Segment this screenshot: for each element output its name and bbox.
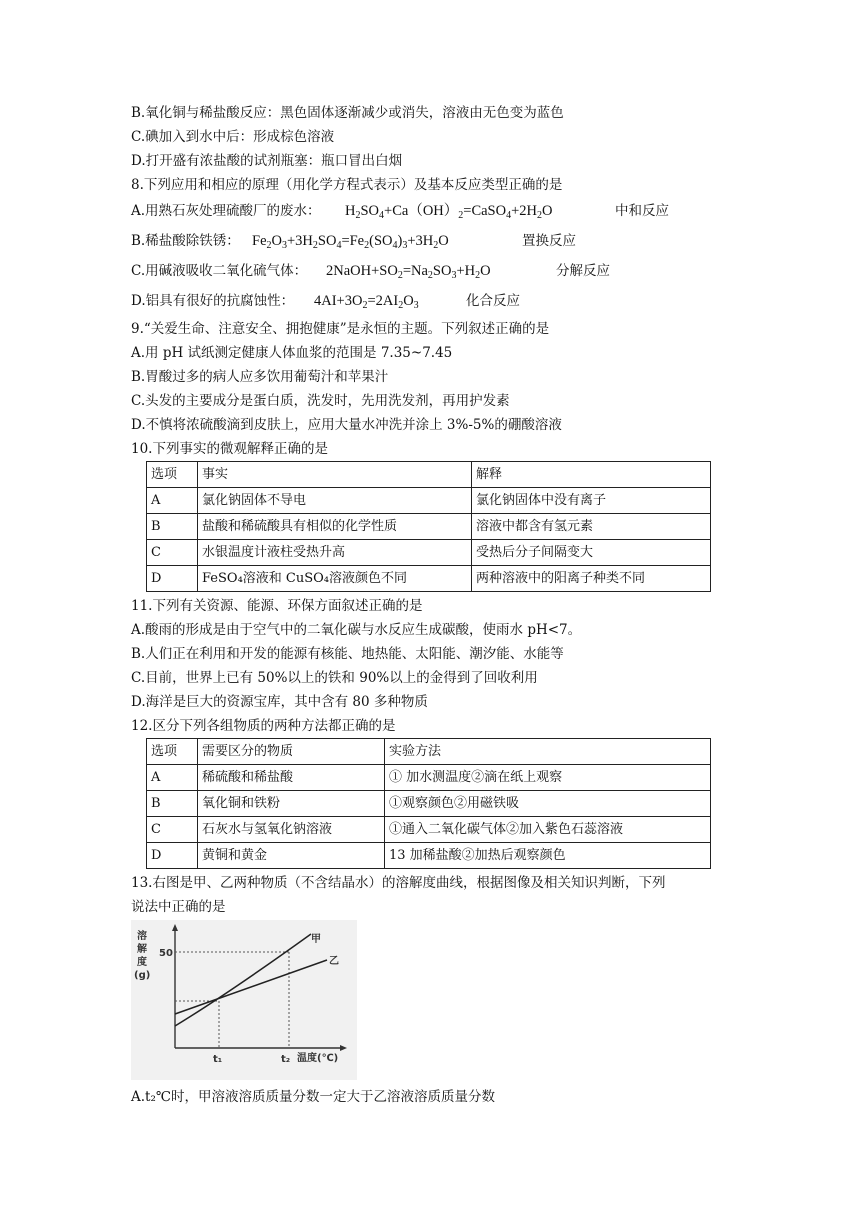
table-cell: 石灰水与氢氧化钠溶液 xyxy=(198,817,385,843)
table-cell: 盐酸和稀硫酸具有相似的化学性质 xyxy=(198,514,472,540)
table-header-cell: 选项 xyxy=(147,462,198,488)
table-cell: 氯化钠固体不导电 xyxy=(198,488,472,514)
table-cell: 溶液中都含有氢元素 xyxy=(472,514,711,540)
q11-option-a: A.酸雨的形成是由于空气中的二氧化碳与水反应生成碳酸，使雨水 pH<7。 xyxy=(131,622,582,638)
table-row xyxy=(147,488,711,514)
q8-option-a: A.用熟石灰处理硫酸厂的废水： xyxy=(131,203,321,219)
q12-stem: 12.区分下列各组物质的两种方法都正确的是 xyxy=(131,718,396,734)
q9-option-d: D.不慎将浓硫酸滴到皮肤上，应用大量水冲洗并涂上 3%-5%的硼酸溶液 xyxy=(131,417,562,433)
q9-option-a: A.用 pH 试纸测定健康人体血浆的范围是 7.35~7.45 xyxy=(131,345,453,361)
table-row xyxy=(147,540,711,566)
table-cell: ①观察颜色②用磁铁吸 xyxy=(385,791,711,817)
table-cell: A xyxy=(147,488,198,514)
q8-type-d: 化合反应 xyxy=(466,293,520,309)
table-header-cell: 需要区分的物质 xyxy=(198,739,385,765)
q13-stem-line2: 说法中正确的是 xyxy=(131,899,226,915)
y-axis-label-char: 溶 xyxy=(137,931,147,942)
t2-tick-label: t₂ xyxy=(281,1054,291,1065)
table-cell: 氧化铜和铁粉 xyxy=(198,791,385,817)
table-cell: FeSO₄溶液和 CuSO₄溶液颜色不同 xyxy=(198,566,472,592)
y-axis-label-char: 度 xyxy=(137,957,147,968)
q8-option-d: D.铝具有很好的抗腐蚀性： xyxy=(131,293,295,309)
table-cell: D xyxy=(147,566,198,592)
table-cell: 13 加稀盐酸②加热后观察颜色 xyxy=(385,843,711,869)
table-cell: B xyxy=(147,791,198,817)
table-cell: A xyxy=(147,765,198,791)
table-header-cell: 实验方法 xyxy=(385,739,711,765)
series-label-jia: 甲 xyxy=(311,934,321,945)
q8-option-c: C.用碱液吸收二氧化硫气体： xyxy=(131,263,308,279)
table-header-cell: 解释 xyxy=(472,462,711,488)
q7-option-b: B.氧化铜与稀盐酸反应：黑色固体逐渐减少或消失，溶液由无色变为蓝色 xyxy=(131,105,564,121)
q10-stem: 10.下列事实的微观解释正确的是 xyxy=(131,441,328,457)
table-cell: 水银温度计液柱受热升高 xyxy=(198,540,472,566)
table-cell: 黄铜和黄金 xyxy=(198,843,385,869)
series-label-yi: 乙 xyxy=(329,956,339,967)
table-row xyxy=(147,514,711,540)
table-cell: B xyxy=(147,514,198,540)
q9-option-c: C.头发的主要成分是蛋白质，洗发时，先用洗发剂，再用护发素 xyxy=(131,393,510,409)
table-row xyxy=(147,817,711,843)
table-cell: ①通入二氧化碳气体②加入紫色石蕊溶液 xyxy=(385,817,711,843)
table-cell: 稀硫酸和稀盐酸 xyxy=(198,765,385,791)
q11-option-d: D.海洋是巨大的资源宝库，其中含有 80 多种物质 xyxy=(131,694,428,710)
table-cell: ① 加水测温度②滴在纸上观察 xyxy=(385,765,711,791)
table-row xyxy=(147,566,711,592)
q8-option-b: B.稀盐酸除铁锈： xyxy=(131,233,240,249)
table-row xyxy=(147,791,711,817)
q8-type-a: 中和反应 xyxy=(615,203,669,219)
q10-table xyxy=(146,461,711,592)
table-cell: C xyxy=(147,540,198,566)
table-header-cell: 事实 xyxy=(198,462,472,488)
q9-stem: 9.“关爱生命、注意安全、拥抱健康”是永恒的主题。下列叙述正确的是 xyxy=(131,321,550,337)
y-axis-label-char: 解 xyxy=(137,944,147,955)
table-cell: 受热后分子间隔变大 xyxy=(472,540,711,566)
q7-option-d: D.打开盛有浓盐酸的试剂瓶塞：瓶口冒出白烟 xyxy=(131,153,403,169)
q8-stem: 8.下列应用和相应的原理（用化学方程式表示）及基本反应类型正确的是 xyxy=(131,177,563,193)
table-cell: 氯化钠固体中没有离子 xyxy=(472,488,711,514)
q7-option-c: C.碘加入到水中后：形成棕色溶液 xyxy=(131,129,335,145)
q9-option-b: B.胃酸过多的病人应多饮用葡萄汁和苹果汁 xyxy=(131,369,389,385)
table-row xyxy=(147,843,711,869)
q8-type-b: 置换反应 xyxy=(522,233,576,249)
q11-option-b: B.人们正在利用和开发的能源有核能、地热能、太阳能、潮汐能、水能等 xyxy=(131,646,564,662)
table-header-row xyxy=(147,739,711,765)
table-row xyxy=(147,765,711,791)
q8-equation-a: $H_2SO_4+Ca(OH)_2=CaSO_4+2H_2O$ xyxy=(345,203,553,221)
q8-equation-d: $4AI+3O_2=2AI_2O_3$ xyxy=(314,293,419,311)
y-axis-label-unit: (g) xyxy=(134,970,151,981)
q8-equation-b: $Fe_2O_3+3H_2SO_4=Fe_2(SO_4)_3+3H_2O$ xyxy=(252,233,449,251)
table-cell: D xyxy=(147,843,198,869)
q11-stem: 11.下列有关资源、能源、环保方面叙述正确的是 xyxy=(131,598,423,614)
t1-tick-label: t₁ xyxy=(213,1054,223,1065)
solubility-curve-figure xyxy=(131,920,357,1080)
q12-table xyxy=(146,738,711,869)
q13-stem-line1: 13.右图是甲、乙两种物质（不含结晶水）的溶解度曲线，根据图像及相关知识判断，下列 xyxy=(131,875,666,891)
x-axis-label: 温度(℃) xyxy=(297,1053,339,1064)
q13-option-a: A.t₂℃时，甲溶液溶质质量分数一定大于乙溶液溶质质量分数 xyxy=(131,1089,495,1105)
table-header-cell: 选项 xyxy=(147,739,198,765)
table-cell: C xyxy=(147,817,198,843)
q8-equation-c: $2NaOH+SO_2=Na_2SO_3+H_2O$ xyxy=(326,263,491,281)
table-header-row xyxy=(147,462,711,488)
y-value-50-label: 50 xyxy=(159,948,173,959)
table-cell: 两种溶液中的阳离子种类不同 xyxy=(472,566,711,592)
q11-option-c: C.目前，世界上已有 50%以上的铁和 90%以上的金得到了回收利用 xyxy=(131,670,538,686)
q8-type-c: 分解反应 xyxy=(556,263,610,279)
